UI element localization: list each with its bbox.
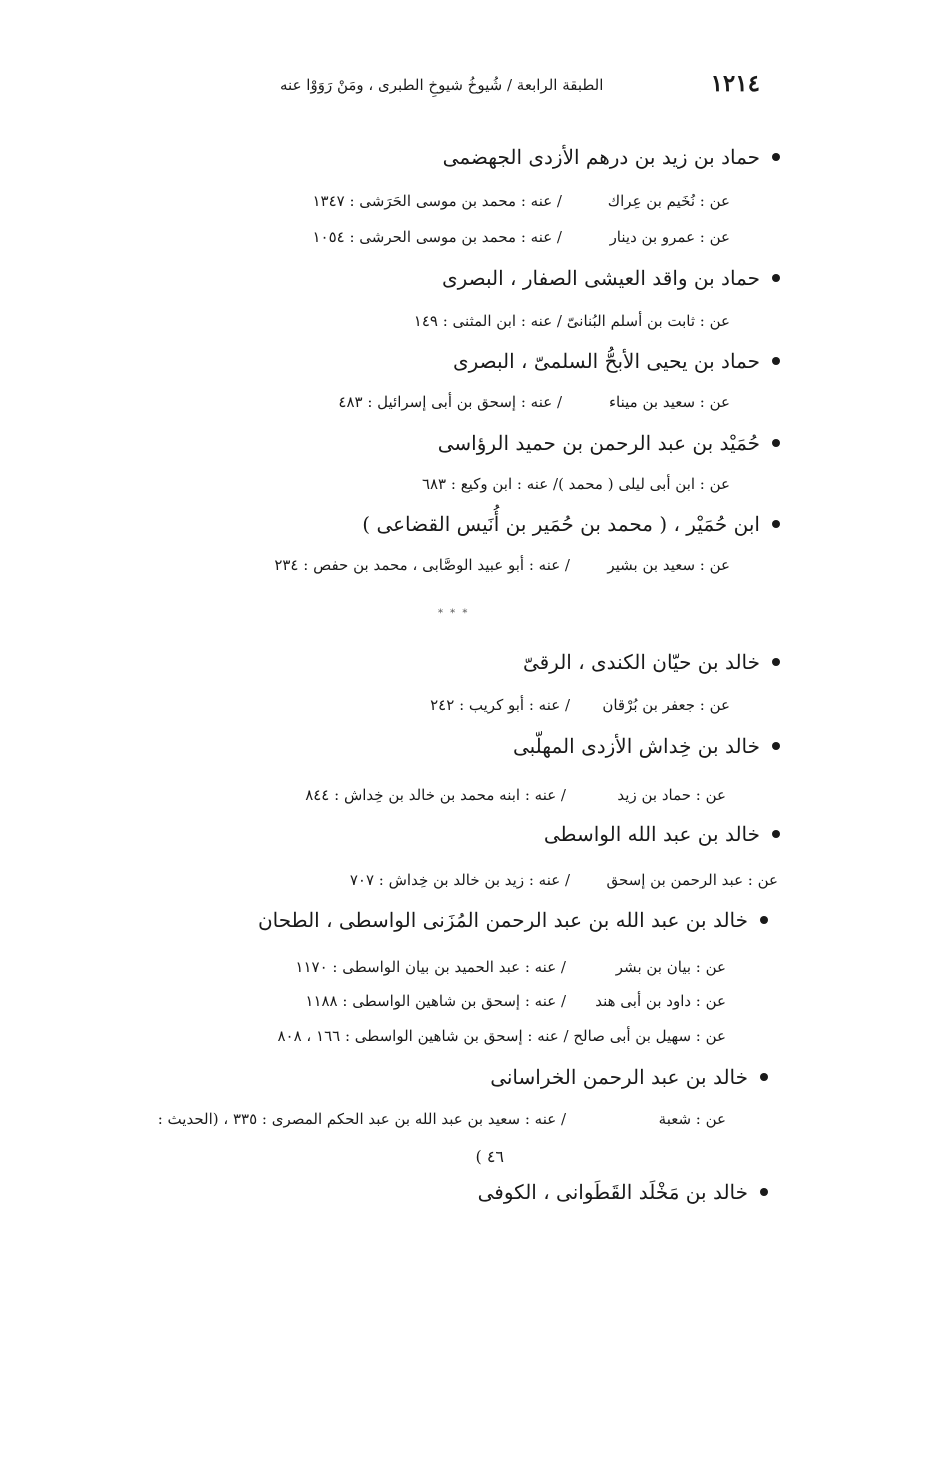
entry-name: خالد بن خِداش الأزدى المهلّبى [512,734,760,758]
from-text: عن : عبد الرحمن بن إسحق [606,871,778,889]
narration-line [422,475,730,493]
narration-line [312,192,730,210]
to-text: / عنه : محمد بن موسى الحَرَشى : ١٣٤٧ [312,192,562,210]
from-text: عن : سعيد بن ميناء [608,393,730,411]
entry-name: حُمَيْد بن عبد الرحمن بن حميد الرؤاسى [437,431,760,455]
bullet-icon [760,916,768,924]
from-text: عن : عمرو بن دينار [609,228,730,246]
narration-line [277,1027,726,1045]
entry-name: خالد بن عبد الرحمن الخراسانى [490,1065,748,1089]
entry-heading [523,650,780,674]
to-text: / عنه : إسحق بن أبى إسرائيل : ٤٨٣ [338,393,562,411]
from-text: عن : جعفر بن بُرْقان [602,696,730,714]
entry-name: حماد بن زيد بن درهم الأزدى الجهضمى [442,145,760,169]
bullet-icon [772,357,780,365]
to-text: / عنه : ابن وكيع : ٦٨٣ [421,475,559,493]
entry-name: حماد بن واقد العيشى الصفار ، البصرى [441,266,760,290]
to-text: / عنه : محمد بن موسى الحرشى : ١٠٥٤ [312,228,562,246]
from-text: عن : سعيد بن بشير [607,556,730,574]
entry-heading [490,1065,768,1089]
to-text: / عنه : سعيد بن عبد الله بن عبد الحكم المصرى : ٣٣٥ ، (الحديث : [157,1110,566,1128]
bullet-icon [772,520,780,528]
running-title: الطبقة الرابعة / شُيوخُ شيوخِ الطبرى ، ومَنْ رَوَوْا عنه [280,76,604,94]
to-text: / عنه : عبد الحميد بن بيان الواسطى : ١١٧٠ [295,958,566,976]
entry-name: خالد بن عبد الله الواسطى [543,822,760,846]
narration-line [274,556,730,574]
entry-name: خالد بن عبد الله بن عبد الرحمن المُزَنى الواسطى ، الطحان [257,908,748,932]
to-text: / عنه : ابن المثنى : ١٤٩ [413,312,562,330]
entry-heading [443,145,780,169]
narration-line [414,312,730,330]
bullet-icon [772,742,780,750]
entry-heading [544,822,780,846]
from-text: عن : حماد بن زيد [617,786,726,804]
narration-line [158,1110,726,1128]
bullet-icon [772,153,780,161]
bullet-icon [772,830,780,838]
narration-line [305,992,726,1010]
entry-heading [438,431,780,455]
from-text: عن : ابن أبى ليلى ( محمد ) [558,475,730,493]
continuation-note: ٤٦ ) [475,1147,504,1166]
page-header [280,70,760,104]
page-number: ١٢١٤ [710,70,760,97]
entry-heading [478,1180,768,1204]
entry-heading [453,349,780,373]
narration-line [338,393,730,411]
to-text: / عنه : أبو كريب : ٢٤٢ [430,696,570,714]
bullet-icon [760,1188,768,1196]
from-text: عن : بيان بن بشر [615,958,726,976]
entry-heading [513,734,780,758]
to-text: / عنه : ابنه محمد بن خالد بن خِداش : ٨٤٤ [305,786,566,804]
narration-line [312,228,730,246]
from-text: عن : داود بن أبى هند [595,992,726,1010]
entry-heading [442,266,780,290]
narration-line [350,871,778,889]
entry-name: خالد بن مَخْلَد القَطَوانى ، الكوفى [477,1180,748,1204]
entry-heading [258,908,768,932]
bullet-icon [772,658,780,666]
from-text: عن : ثابت بن أسلم البُنانىّ [566,312,730,330]
from-text: عن : شعبة [658,1110,726,1128]
to-text: / عنه : إسحق بن شاهين الواسطى : ١٦٦ ، ٨٠٨ [277,1027,569,1045]
from-text: عن : نُخَيم بن عِراك [607,192,730,210]
narration-line [430,696,730,714]
entry-name: ابن حُمَيْر ، ( محمد بن حُمَير بن أُنَيس القضاعى ) [362,512,760,536]
entry-name: حماد بن يحيى الأبحُّ السلمىّ ، البصرى [452,349,760,373]
entry-name: خالد بن حيّان الكندى ، الرقىّ [522,650,760,674]
to-text: / عنه : إسحق بن شاهين الواسطى : ١١٨٨ [305,992,566,1010]
entry-heading [362,512,780,536]
bullet-icon [772,439,780,447]
narration-line [295,958,726,976]
to-text: / عنه : أبو عبيد الوصَّابى ، محمد بن حفص : ٢٣٤ [274,556,570,574]
section-separator: * * * [438,608,470,619]
bullet-icon [760,1073,768,1081]
bullet-icon [772,274,780,282]
narration-line [305,786,726,804]
to-text: / عنه : زيد بن خالد بن خِداش : ٧٠٧ [349,871,570,889]
from-text: عن : سهيل بن أبى صالح [573,1027,726,1045]
